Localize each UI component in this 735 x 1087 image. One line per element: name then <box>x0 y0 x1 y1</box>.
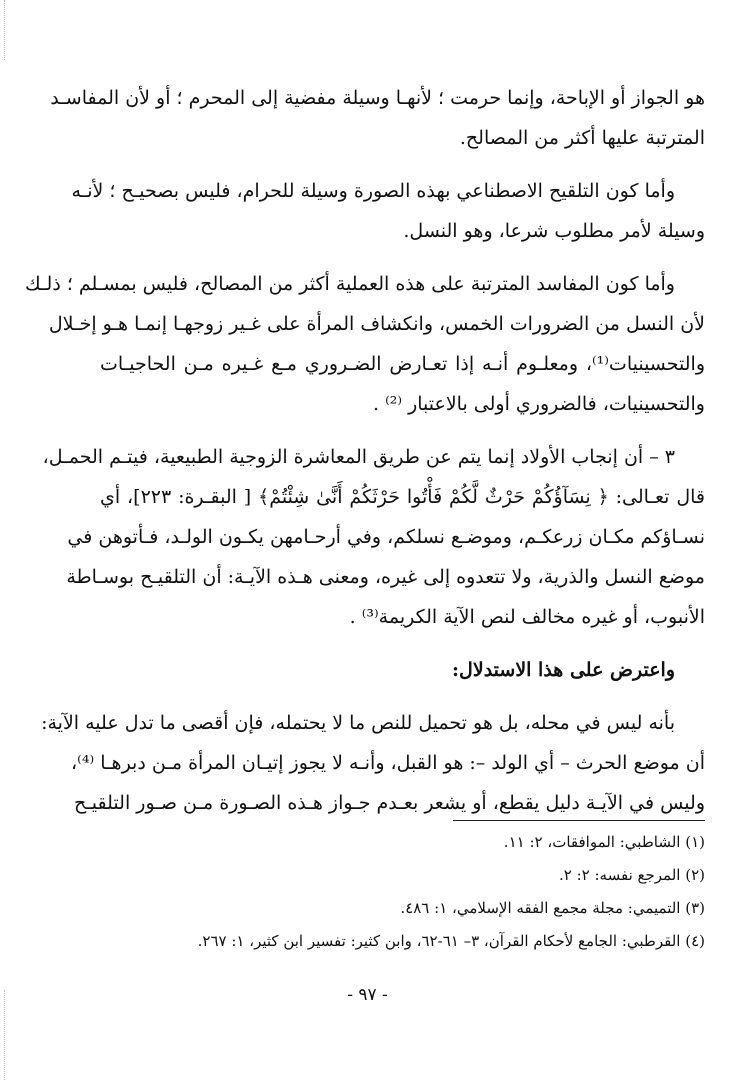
quran-verse-line: قال تعـالى: ﴿ نِسَآؤُكُمْ حَرْثٌ لَّكُمْ فَأْتُوا حَرْثَكُمْ أَنَّىٰ شِئْتُمْ﴾ [ البقـرة: ٢٢٣]، أي <box>100 486 705 508</box>
text-line: الأنبوب، أو غيره مخالف لنص الآية الكريمة⁽³⁾ . <box>349 606 705 628</box>
paragraph-1 <box>50 78 705 158</box>
text-line: المترتبة عليها أكثر من المصالح. <box>459 127 705 149</box>
text-line: موضع النسل والذرية، ولا تتعدوه إلى غيره، ومعنى هـذه الآيـة: أن التلقيـح بوسـاطة <box>66 566 705 588</box>
footnote: (١) الشاطبي: الموافقات، ٢: ١١. <box>503 833 705 851</box>
text-line: أن موضع الحرث – أي الولد –: هو القبل، وأنـه لا يجوز إتيـان المرأة مـن دبرهـا ⁽⁴⁾، <box>71 752 705 774</box>
main-text <box>24 78 705 836</box>
footnote: (٤) القرطبي: الجامع لأحكام القرآن، ٣– ٦١-٦٢، وابن كثير: تفسير ابن كثير، ١: ٢٦٧. <box>197 932 705 950</box>
text-line: وأما كون التلقيح الاصطناعي بهذه الصورة وسيلة للحرام، فليس بصحيـح ؛ لأنـه <box>71 180 675 202</box>
margin-mark-top <box>4 0 6 60</box>
section-heading: واعترض على هذا الاستدلال: <box>452 659 675 681</box>
footnote: (٢) المرجع نفسه: ٢: ٢. <box>559 866 705 884</box>
text-line: وسيلة لأمر مطلوب شرعا، وهو النسل. <box>403 220 705 242</box>
paragraph-3 <box>24 264 705 424</box>
text-line: والتحسينيات⁽¹⁾، ومعلـوم أنـه إذا تعـارض الضـروري مـع غـيره مـن الحاجيـات <box>100 353 705 375</box>
text-line: وأما كون المفاسد المترتبة على هذه العملية أكثر من المصالح، فليس بمسـلم ؛ ذلـك <box>24 273 675 295</box>
paragraph-4 <box>42 437 705 637</box>
text-line: ٣ – أن إنجاب الأولاد إنما يتم عن طريق المعاشرة الزوجية الطبيعية، فيتـم الحمـل، <box>42 446 675 468</box>
footnotes <box>150 826 705 958</box>
paragraph-5 <box>41 703 705 823</box>
text-line: بأنه ليس في محله، بل هو تحميل للنص ما لا يحتمله، فإن أقصى ما تدل عليه الآية: <box>41 712 675 734</box>
text-line: والتحسينيات، فالضروري أولى بالاعتبار ⁽²⁾ . <box>372 393 705 415</box>
footnote: (٣) التميمي: مجلة مجمع الفقه الإسلامي، ١: ٤٨٦. <box>400 899 705 917</box>
page-number: - ٩٧ - <box>347 985 388 1005</box>
text-line: نسـاؤكم مكـان زرعكـم، وموضـع نسلكم، وفي أرحـامهن يكـون الولـد، فـأتوهن في <box>67 526 705 548</box>
text-line: لأن النسل من الضرورات الخمس، وانكشاف المرأة على غـير زوجهـا إنمـا هـو إخـلال <box>48 313 705 335</box>
text-line: هو الجواز أو الإباحة، وإنما حرمت ؛ لأنهـا وسيلة مفضية إلى المحرم ؛ أو لأن المفاسـد <box>50 87 705 109</box>
paragraph-2 <box>71 171 705 251</box>
footnote-divider <box>453 820 705 821</box>
text-line: وليس في الآيـة دليل يقطع، أو يشعر بعـدم جـواز هـذه الصـورة مـن صـور التلقيـح <box>73 792 705 814</box>
